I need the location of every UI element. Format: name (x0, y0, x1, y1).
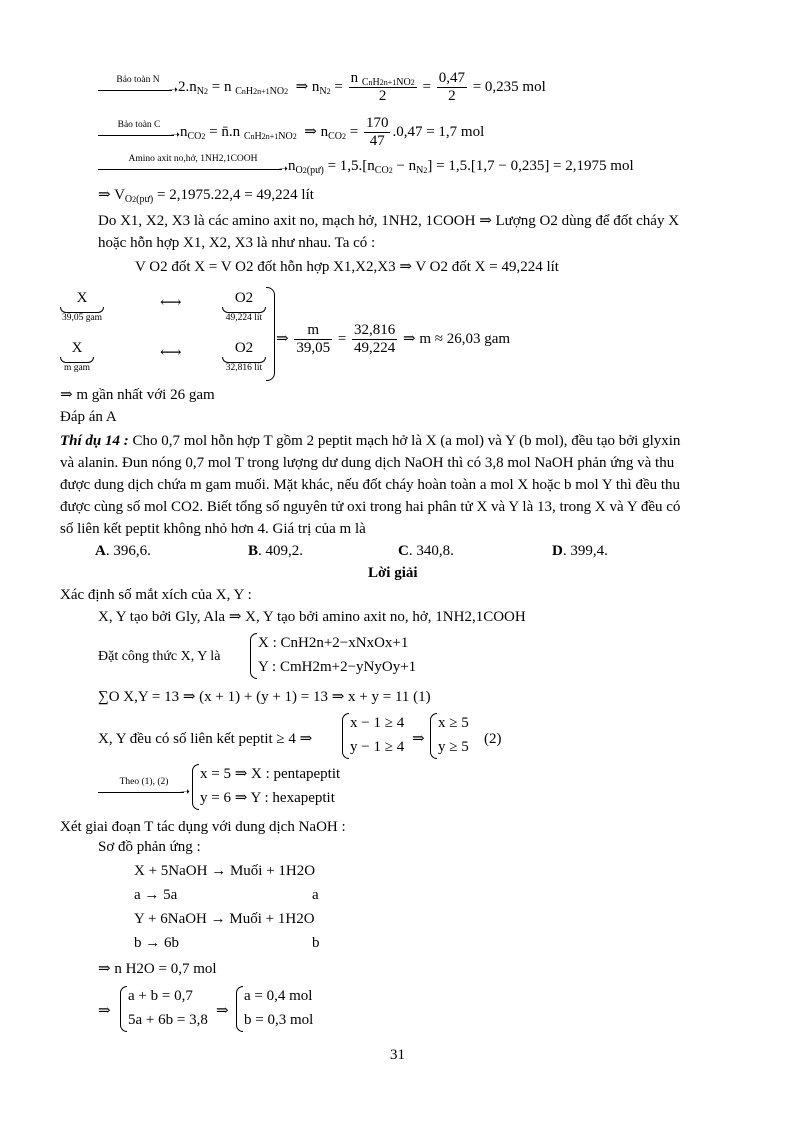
water-moles: ⇒ n H2O = 0,7 mol (98, 961, 217, 977)
solution-line: X, Y tạo bởi Gly, Ala ⇒ X, Y tạo bởi amino axit no, hở, 1NH2,1COOH (98, 609, 526, 625)
oxygen-sum: ∑O X,Y = 13 ⇒ (x + 1) + (y + 1) = 13 ⇒ x + y = 11 (1) (98, 689, 431, 705)
option-b: B. 409,2. (248, 543, 304, 559)
result-y: y = 6 ⇒ Y : hexapeptit (200, 790, 335, 806)
eq-oxygen-volume: ⇒ $V_{O2(pư)} = 2,1975.22,4 = 49,224$ lít (98, 187, 314, 205)
arrow-label: Bảo toàn C (117, 119, 161, 130)
formula-x: X : CnH2n+2−xNxOx+1 (258, 635, 409, 651)
mass-caption: 39,05 gam (61, 313, 103, 323)
stoich-y: b → 6b (134, 935, 179, 951)
implies: ⇒ (216, 1003, 229, 1019)
example-line: được cùng số mol CO2. Biết tổng số nguyên tử oxi trong hai phân tử X và Y là 13, trong X và Y đều có (60, 499, 681, 515)
eq-oxygen-equal: V O2 đốt X = V O2 đốt hỗn hợp X1,X2,X3 ⇒ V O2 đốt X = 49,224 lít (135, 259, 559, 275)
solution-title: Lời giải (368, 565, 418, 581)
paragraph-line: Do X1, X2, X3 là các amino axit no, mạch hở, 1NH2, 1COOH ⇒ Lượng O2 dùng để đốt cháy X (98, 213, 680, 229)
x-label: X (71, 340, 83, 356)
implies: ⇒ (412, 731, 425, 747)
arrow-bao-toan-c: Bảo toàn C ➝ (98, 124, 180, 142)
o2-label: O2 (234, 340, 254, 356)
arrow-bao-toan-n: Bảo toàn N ➝ (98, 79, 178, 97)
proportion-row-2 (60, 340, 94, 375)
arrow-label: Amino axit no,hở, 1NH2,1COOH (128, 153, 258, 164)
example-line: và alanin. Đun nóng 0,7 mol T trong lượng dư dung dịch NaOH thì có 3,8 mol NaOH phản ứng và thu (60, 455, 675, 471)
ineq: y ≥ 5 (438, 739, 469, 755)
arrow-amino-acid: Amino axit no,hở, 1NH2,1COOH ➝ (98, 158, 288, 176)
theo-arrow-line (98, 776, 190, 799)
m-near: ⇒ m gần nhất với 26 gam (60, 387, 215, 403)
solution-line: Sơ đồ phản ứng : (98, 839, 201, 855)
left-brace (192, 764, 199, 810)
page-number: 31 (390, 1047, 405, 1063)
arrow-double: ⟷ (160, 345, 182, 361)
eq-nitrogen-conservation: Bảo toàn N ➝ $2.n_{N2} = n$ $_{CnH2n+1NO2}$ ⇒ $n_{N2}$ = $\frac{n _{CnH2n+1NO2}}{2}$ = $\frac{0,47}{2}$ = 0,235 mol (98, 70, 546, 105)
left-brace (250, 633, 257, 679)
system-eq: a + b = 0,7 (128, 988, 193, 1004)
ineq: y − 1 ≥ 4 (350, 739, 405, 755)
formula-y: Y : CmH2m+2−yNyOy+1 (258, 659, 417, 675)
implies: ⇒ (98, 1003, 111, 1019)
stoich-y-water: b (312, 935, 320, 951)
left-brace (236, 986, 243, 1032)
arrow-label: Theo (1), (2) (119, 776, 169, 787)
mass-caption: m gam (63, 363, 91, 373)
proportion-row-1 (60, 290, 104, 325)
stoich-x-water: a (312, 887, 319, 903)
formula-label: Đặt công thức X, Y là (98, 649, 221, 664)
proportion-o2-2 (222, 340, 266, 375)
example-label: Thí dụ 14 : (60, 433, 129, 449)
example-line: số liên kết peptit không nhỏ hơn 4. Giá trị của m là (60, 521, 366, 537)
x-label: X (76, 290, 88, 306)
example-line-1: Thí dụ 14 : Cho 0,7 mol hỗn hợp T gồm 2 peptit mạch hở là X (a mol) và Y (b mol), đều tạo bởi glyxin (60, 433, 681, 449)
option-d: D. 399,4. (552, 543, 608, 559)
solution-line: Xét giai đoạn T tác dụng với dung dịch NaOH : (60, 819, 346, 835)
system-eq: 5a + 6b = 3,8 (128, 1012, 208, 1028)
arrow-double: ⟷ (160, 295, 182, 311)
volume-caption: 49,224 lít (225, 313, 263, 323)
solution-line: Xác định số mắt xích của X, Y : (60, 587, 252, 603)
eq-tag: (2) (484, 731, 502, 747)
reaction-x: X + 5NaOH → Muối + 1H2O (134, 863, 316, 879)
stoich-x: a → 5a (134, 887, 178, 903)
result-x: x = 5 ⇒ X : pentapeptit (200, 766, 341, 782)
answer: Đáp án A (60, 409, 117, 425)
left-brace (430, 713, 437, 759)
left-brace (120, 986, 127, 1032)
system-result: b = 0,3 mol (244, 1012, 314, 1028)
ineq: x ≥ 5 (438, 715, 469, 731)
peptit-bond-label: X, Y đều có số liên kết peptit ≥ 4 ⇒ (98, 731, 313, 747)
option-c: C. 340,8. (398, 543, 454, 559)
arrow-label: Bảo toàn N (116, 74, 160, 85)
reaction-y: Y + 6NaOH → Muối + 1H2O (134, 911, 315, 927)
option-a: A. 396,6. (95, 543, 151, 559)
paragraph-line: hoặc hỗn hợp X1, X2, X3 là như nhau. Ta có : (98, 235, 376, 251)
eq-carbon-conservation: Bảo toàn C ➝ $n_{CO2}$ = n̄.n $_{CnH2n+1NO2}$ ⇒ $n_{CO2}$ = $\frac{170}{47}$ .0,47 = 1,7 mol (98, 115, 484, 150)
right-brace (266, 287, 275, 381)
ineq: x − 1 ≥ 4 (350, 715, 405, 731)
eq-oxygen-amount: Amino axit no,hở, 1NH2,1COOH ➝ $n_{O2(pư)} = 1,5.[n_{CO2} - n_{N2}] = 1,5.[1,7 - 0,235] = 2,1975$ mol (98, 157, 634, 176)
proportion-result: ⇒ $\frac{m}{39,05}$ = $\frac{32,816}{49,224}$ ⇒ m ≈ 26,03 gam (276, 322, 511, 356)
volume-caption: 32,816 lít (225, 363, 263, 373)
system-result: a = 0,4 mol (244, 988, 313, 1004)
example-line: được dung dịch chứa m gam muối. Mặt khác, nếu đốt cháy hoàn toàn a mol X hoặc b mol Y thì đều thu (60, 477, 681, 493)
proportion-o2-1 (222, 290, 266, 325)
o2-label: O2 (234, 290, 254, 306)
arrow-theo: Theo (1), (2) ➝ (98, 781, 190, 799)
left-brace (342, 713, 349, 759)
